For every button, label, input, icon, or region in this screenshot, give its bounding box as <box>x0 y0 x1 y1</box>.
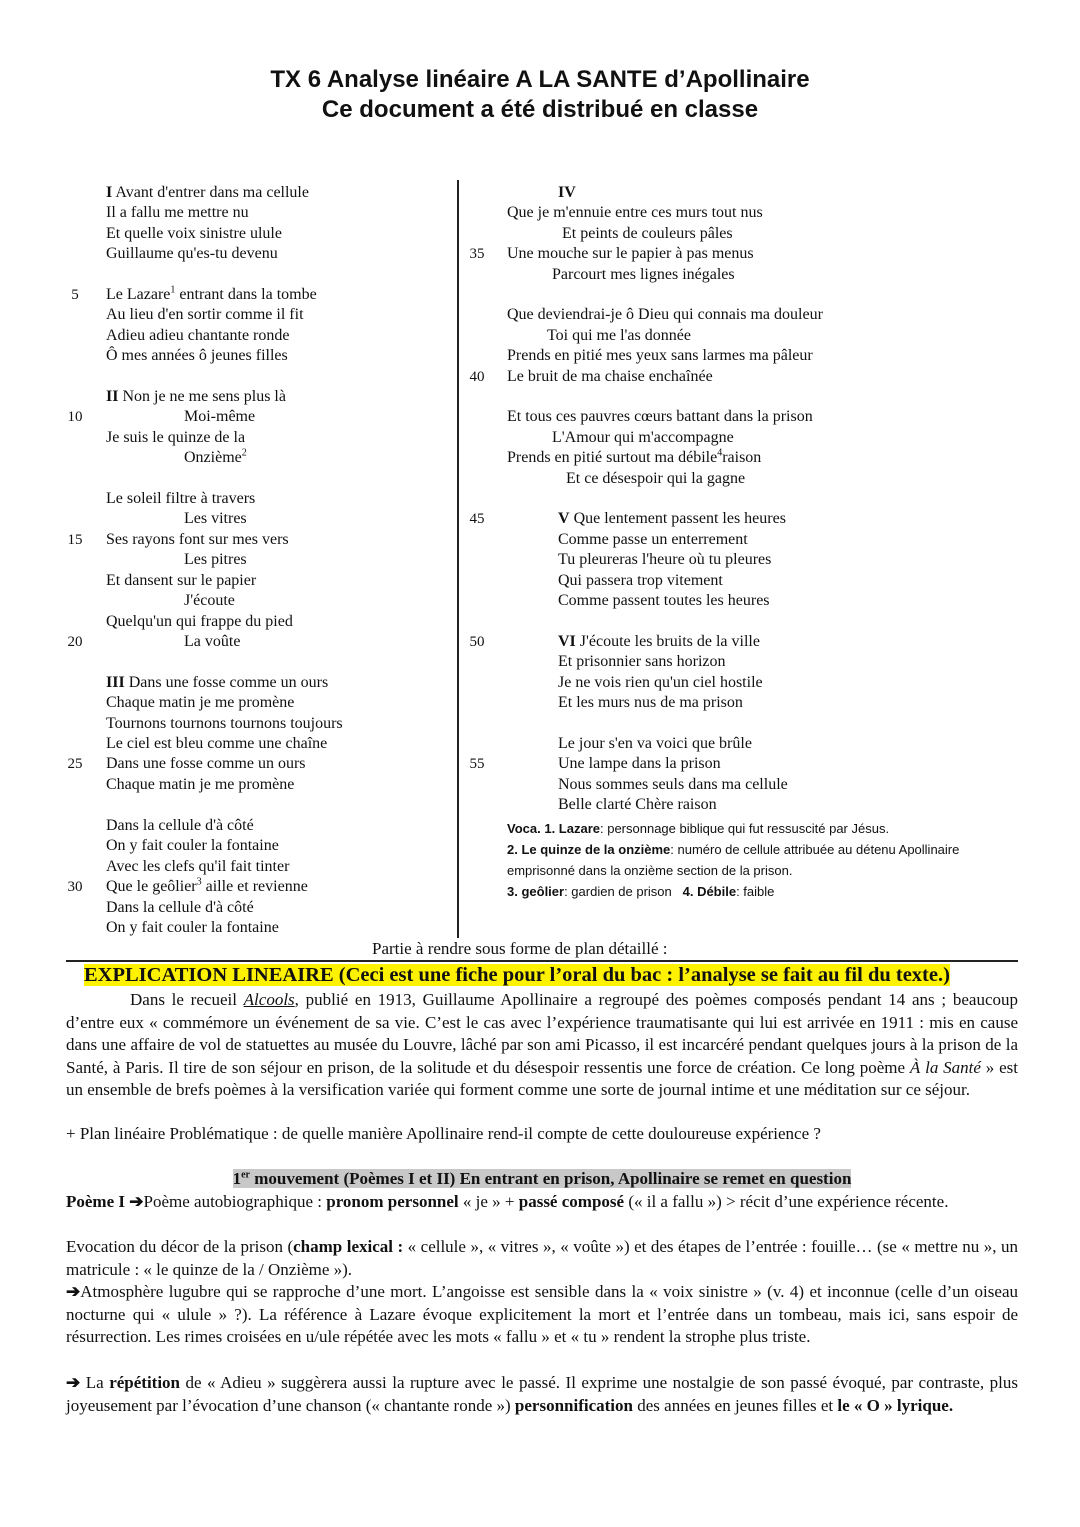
poem-verse: Quelqu'un qui frappe du pied <box>106 613 293 630</box>
poem-verse: Onzième$^2$ <box>184 447 247 466</box>
arrow-icon: ➔ <box>66 1282 81 1301</box>
repetition-paragraph: ➔ La répétition de « Adieu » suggèrera aussi la rupture avec le passé. Il exprime une nostalgie de son passé évoqué, par contraste, plus joyeusement par l’évocation d’une chanson (« chantante ronde ») personnification des années en jeunes filles et le « O » lyrique. <box>66 1373 1019 1415</box>
poem-verse: Les pitres <box>184 551 247 568</box>
poem-verse: Le bruit de ma chaise enchaînée <box>507 368 713 385</box>
poem-verse: Comme passent toutes les heures <box>558 592 770 609</box>
poem-verse: Toi qui me l'as donnée <box>547 327 691 344</box>
poem-verse: Il a fallu me mettre nu <box>106 204 249 221</box>
poem-verse: Et ce désespoir qui la gagne <box>566 470 746 487</box>
poem-verse: Prends en pitié mes yeux sans larmes ma pâleur <box>507 347 813 364</box>
movement-heading: 1er mouvement (Poèmes I et II) En entrant en prison, Apollinaire se remet en question <box>232 1169 852 1188</box>
poem-verse: VI J'écoute les bruits de la ville <box>558 633 760 650</box>
poem-verse: Et dansent sur le papier <box>106 572 257 589</box>
vocabulary-note: 2. Le quinze de la onzième: numéro de cellule attribuée au détenu Apollinaire <box>507 842 960 857</box>
poem-verse: Comme passe un enterrement <box>558 531 748 548</box>
poem-verse: On y fait couler la fontaine <box>106 837 279 854</box>
poem-verse: Et peints de couleurs pâles <box>562 225 733 242</box>
poem-verse: Qui passera trop vitement <box>558 572 723 589</box>
poem-verse: V Que lentement passent les heures <box>558 510 786 527</box>
poem-verse: Et quelle voix sinistre ulule <box>106 225 282 242</box>
poem-verse: Dans une fosse comme un ours <box>106 755 306 772</box>
line-number: 35 <box>469 246 485 262</box>
decor-paragraph: Evocation du décor de la prison (champ lexical : « cellule », « vitres », « voûte ») et des étapes de l’entrée : fouille… (se « mettre nu », un matricule : « le quinze de la / Onzième »). <box>66 1237 1018 1279</box>
poem-verse: Parcourt mes lignes inégales <box>552 266 735 283</box>
atmosphere-paragraph: ➔Atmosphère lugubre qui se rapproche d’une mort. L’angoisse est sensible dans la « voix sinistre » (v. 4) et inconnue (celle d’un oiseau nocturne qui « ulule » ?). La référence à Lazare évoque explicitement la mort et l’entrée dans un tombeau, mais ici, sans espoir de résurrection. Les rimes croisées en u/ule répétée avec les mots « fallu » et « tu » rendent la strophe plus triste. <box>66 1282 1018 1346</box>
poem-verse: Et tous ces pauvres cœurs battant dans la prison <box>507 408 813 425</box>
poem-verse: Je suis le quinze de la <box>106 429 246 446</box>
poem-verse: J'écoute <box>184 592 235 609</box>
poem-verse: Je ne vois rien qu'un ciel hostile <box>558 674 763 691</box>
poem-verse: III Dans une fosse comme un ours <box>106 674 329 691</box>
line-number: 40 <box>469 369 485 385</box>
line-number: 50 <box>469 634 485 650</box>
line-number: 10 <box>67 409 83 425</box>
line-number: 20 <box>67 634 83 650</box>
vocabulary-note: Voca. 1. Lazare: personnage biblique qui fut ressuscité par Jésus. <box>507 821 890 836</box>
arrow-icon: ➔ <box>66 1373 81 1392</box>
column-divider <box>457 180 459 938</box>
page-title: TX 6 Analyse linéaire A LA SANTE d’Apollinaire <box>270 66 810 93</box>
partie-label: Partie à rendre sous forme de plan détaillé : <box>372 939 668 958</box>
plan-line: + Plan linéaire Problématique : de quelle manière Apollinaire rend-il compte de cette douloureuse expérience ? <box>66 1124 821 1143</box>
poem-verse: Que le geôlier$^3$ aille et revienne <box>106 876 308 895</box>
line-number: 5 <box>71 287 79 303</box>
poem-verse: II Non je ne me sens plus là <box>106 388 286 405</box>
poem-verse: Une lampe dans la prison <box>558 755 721 772</box>
vocabulary-note: emprisonné dans la onzième section de la prison. <box>507 863 793 878</box>
poem-verse: Que deviendrai-je ô Dieu qui connais ma douleur <box>507 306 823 323</box>
line-number: 55 <box>469 756 485 772</box>
poem-one-paragraph: Poème I ➔Poème autobiographique : pronom personnel « je » + passé composé (« il a fallu ») > récit d’une expérience récente. <box>66 1192 949 1211</box>
poem-verse: Au lieu d'en sortir comme il fit <box>106 306 304 323</box>
poem-verse: Et les murs nus de ma prison <box>558 694 743 711</box>
line-number: 25 <box>67 756 83 772</box>
poem-verse: Prends en pitié surtout ma débile$^4$raison <box>507 447 762 466</box>
poem-verse: Dans la cellule d'à côté <box>106 817 254 834</box>
poem-verse: Le jour s'en va voici que brûle <box>558 735 752 752</box>
poem-verse: Dans la cellule d'à côté <box>106 899 254 916</box>
page-subtitle: Ce document a été distribué en classe <box>321 96 759 123</box>
arrow-icon: ➔ <box>129 1192 144 1211</box>
line-number: 45 <box>469 511 485 527</box>
poem-verse: Nous sommes seuls dans ma cellule <box>558 776 788 793</box>
poem-verse: Tournons tournons tournons toujours <box>106 715 343 732</box>
poem-verse: Le ciel est bleu comme une chaîne <box>106 735 328 752</box>
poem-verse: Que je m'ennuie entre ces murs tout nus <box>507 204 763 221</box>
poem-verse: Les vitres <box>184 510 247 527</box>
explication-heading: EXPLICATION LINEAIRE (Ceci est une fiche pour l’oral du bac : l’analyse se fait au fil du texte.) <box>84 964 950 986</box>
poem-verse: Le soleil filtre à travers <box>106 490 256 507</box>
poem-verse: Adieu adieu chantante ronde <box>106 327 290 344</box>
line-number: 15 <box>67 532 83 548</box>
poem-verse: Chaque matin je me promène <box>106 694 295 711</box>
poem-verse: Ses rayons font sur mes vers <box>106 531 289 548</box>
poem-verse: La voûte <box>184 633 241 650</box>
poem-verse: Guillaume qu'es-tu devenu <box>106 245 278 262</box>
intro-paragraph: Dans le recueil Alcools, publié en 1913, Guillaume Apollinaire a regroupé des poèmes composés pendant 14 ans ; beaucoup d’entre eux « commémore un événement de sa vie. C’est le cas avec l’expérience traumatisante qui lui est arrivée en 1911 : mis en cause dans une affaire de vol de statuettes au musée du Louvre, lâché par son ami Picasso, il est incarcéré pendant quelques jours à la prison de la Santé, à Paris. Il tire de son séjour en prison, de la solitude et du désespoir ressentis une force de création. Ce long poème À la Santé » est un ensemble de brefs poèmes à la versification variée qui forment comme une sorte de journal intime et une méditation sur ce séjour. <box>66 990 1019 1099</box>
poem-verse: Le Lazare$^1$ entrant dans la tombe <box>106 284 317 303</box>
poem-verse: Moi-même <box>184 408 256 425</box>
poem-verse: Avec les clefs qu'il fait tinter <box>106 858 290 875</box>
divider <box>66 960 1018 962</box>
poem-verse: Et prisonnier sans horizon <box>558 653 726 670</box>
poem-verse: L'Amour qui m'accompagne <box>552 429 734 446</box>
poem-verse: Chaque matin je me promène <box>106 776 295 793</box>
vocabulary-note: 3. geôlier: gardien de prison 4. Débile: faible <box>507 884 775 899</box>
line-number: 30 <box>67 879 83 895</box>
poem-verse: Tu pleureras l'heure où tu pleures <box>558 551 772 568</box>
poem-verse: Belle clarté Chère raison <box>558 796 717 813</box>
poem-verse: I Avant d'entrer dans ma cellule <box>106 184 309 201</box>
poem-verse: Une mouche sur le papier à pas menus <box>507 245 754 262</box>
poem-verse: Ô mes années ô jeunes filles <box>106 347 288 364</box>
poem-verse: On y fait couler la fontaine <box>106 919 279 936</box>
poem-section-label: IV <box>558 184 576 201</box>
